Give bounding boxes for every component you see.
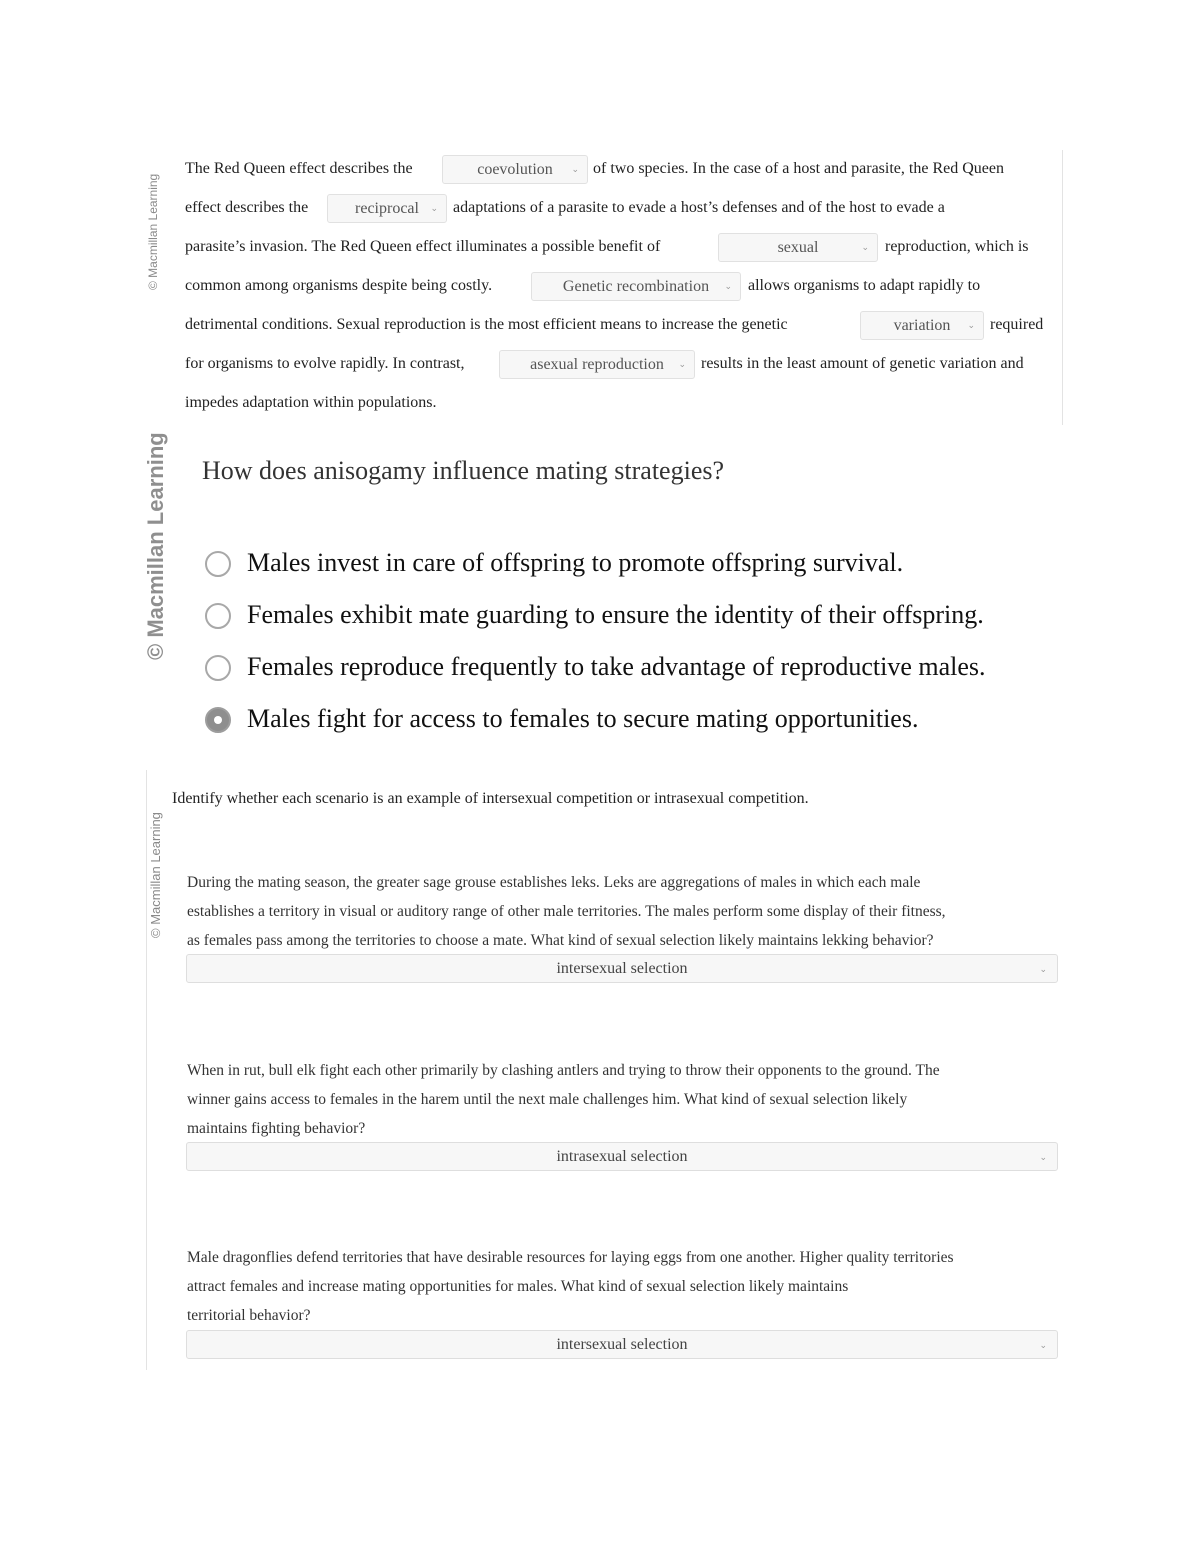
option-label: Females exhibit mate guarding to ensure the identity of their offspring. <box>247 600 984 629</box>
caret-down-icon: ⌄ <box>724 282 732 292</box>
caret-down-icon: ⌄ <box>861 243 869 253</box>
section-divider <box>1062 150 1063 425</box>
answer-select-dragonflies[interactable] <box>186 1330 1058 1359</box>
scenario-bull-elk <box>187 1056 1067 1143</box>
dropdown-reciprocal[interactable] <box>327 194 447 223</box>
radio-button-selected-icon[interactable] <box>205 707 231 733</box>
caret-down-icon: ⌄ <box>1039 1153 1047 1163</box>
dropdown-genetic-recombination[interactable] <box>531 272 741 301</box>
dropdown-variation[interactable] <box>860 311 984 340</box>
passage-text: of two species. In the case of a host and parasite, the Red Queen <box>593 160 1004 177</box>
passage-text: allows organisms to adapt rapidly to <box>748 277 981 294</box>
caret-down-icon: ⌄ <box>967 321 975 331</box>
dropdown-value: Genetic recombination <box>562 278 710 295</box>
dropdown-value: asexual reproduction <box>530 356 664 373</box>
passage-text: for organisms to evolve rapidly. In contrast, <box>185 355 465 372</box>
caret-down-icon: ⌄ <box>1039 965 1047 975</box>
watermark-1: © Macmillan Learning <box>146 173 160 290</box>
passage-text: effect describes the <box>185 199 309 216</box>
select-value: intersexual selection <box>556 1336 688 1353</box>
dropdown-value: sexual <box>777 239 819 256</box>
scenario-line: During the mating season, the greater sage grouse establishes leks. Leks are aggregations of males in which each male <box>187 874 921 891</box>
caret-down-icon: ⌄ <box>1039 1341 1047 1351</box>
passage-text: common among organisms despite being costly. <box>185 277 493 294</box>
caret-down-icon: ⌄ <box>430 204 438 214</box>
passage-text: reproduction, which is <box>885 238 1029 255</box>
passage-text: parasite’s invasion. The Red Queen effect illuminates a possible benefit of <box>185 238 661 255</box>
answer-select-sage-grouse[interactable] <box>186 954 1058 983</box>
dropdown-value: reciprocal <box>355 200 419 217</box>
dropdown-asexual-reproduction[interactable] <box>499 350 695 379</box>
caret-down-icon: ⌄ <box>678 360 686 370</box>
dropdown-sexual[interactable] <box>718 233 878 262</box>
scenario-dragonflies <box>187 1243 1067 1330</box>
dropdown-value: coevolution <box>477 161 553 178</box>
radio-button-icon[interactable] <box>205 655 231 681</box>
passage-text: The Red Queen effect describes the <box>185 160 413 177</box>
scenario-line: When in rut, bull elk fight each other primarily by clashing antlers and trying to throw their opponents to the ground. The <box>187 1062 940 1079</box>
passage-text: impedes adaptation within populations. <box>185 394 437 411</box>
scenario-line: maintains fighting behavior? <box>187 1120 366 1137</box>
scenario-line: territorial behavior? <box>187 1307 311 1324</box>
section-divider <box>146 770 147 1370</box>
anisogamy-question: How does anisogamy influence mating strategies? <box>202 456 725 485</box>
option-label: Males fight for access to females to secure mating opportunities. <box>247 704 919 733</box>
dropdown-value: variation <box>893 317 951 334</box>
passage-text: detrimental conditions. Sexual reproduction is the most efficient means to increase the genetic <box>185 316 788 333</box>
passage-text: required <box>990 316 1044 333</box>
select-value: intersexual selection <box>556 960 688 977</box>
watermark-3: © Macmillan Learning <box>148 812 163 938</box>
caret-down-icon: ⌄ <box>571 165 579 175</box>
passage-text: adaptations of a parasite to evade a host’s defenses and of the host to evade a <box>453 199 945 216</box>
scenario-line: Male dragonflies defend territories that have desirable resources for laying eggs from one another. Higher quality territories <box>187 1249 954 1266</box>
select-value: intrasexual selection <box>556 1148 688 1165</box>
option-label: Females reproduce frequently to take advantage of reproductive males. <box>247 652 986 681</box>
competition-instruction: Identify whether each scenario is an example of intersexual competition or intrasexual competition. <box>172 790 809 807</box>
scenario-line: establishes a territory in visual or auditory range of other male territories. The males perform some display of their fitness, <box>187 903 946 920</box>
radio-button-icon[interactable] <box>205 603 231 629</box>
scenario-line: as females pass among the territories to choose a mate. What kind of sexual selection likely maintains lekking behavior? <box>187 932 934 949</box>
answer-select-bull-elk[interactable] <box>186 1142 1058 1171</box>
option-label: Males invest in care of offspring to promote offspring survival. <box>247 548 904 577</box>
passage-text: results in the least amount of genetic variation and <box>701 355 1024 372</box>
scenario-sage-grouse <box>187 868 1067 955</box>
scenario-line: winner gains access to females in the harem until the next male challenges him. What kind of sexual selection likely <box>187 1091 908 1108</box>
watermark-2: © Macmillan Learning <box>143 432 168 660</box>
dropdown-coevolution[interactable] <box>442 155 588 184</box>
scenario-line: attract females and increase mating opportunities for males. What kind of sexual selection likely maintains <box>187 1278 849 1295</box>
radio-button-icon[interactable] <box>205 551 231 577</box>
